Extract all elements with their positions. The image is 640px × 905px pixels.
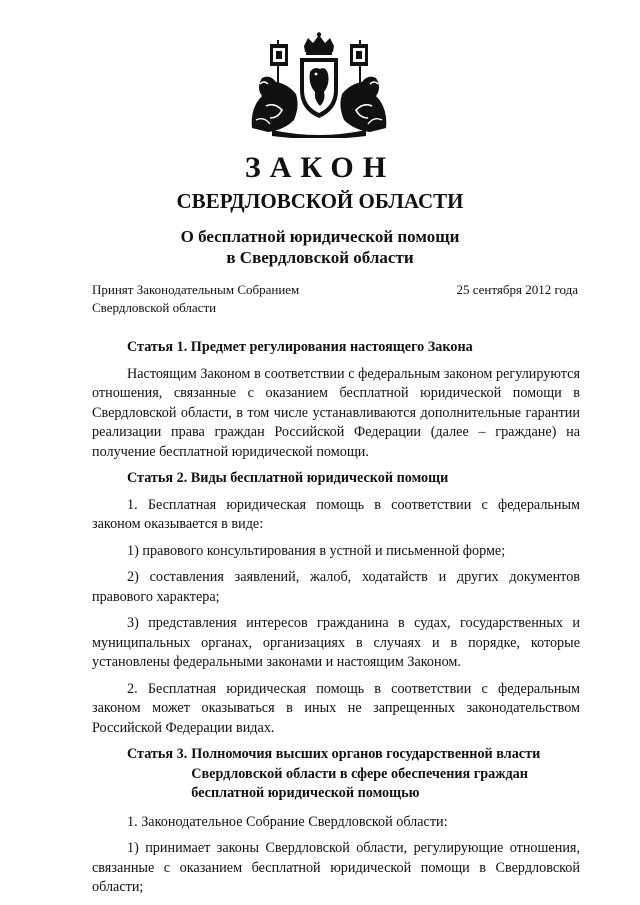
article-3-title-line3: бесплатной юридической помощью [191,785,420,801]
article-2-heading: Статья 2. Виды бесплатной юридической помощи [127,470,449,486]
coat-of-arms-emblem [248,32,390,138]
article-2-paragraph-2: 2. Бесплатная юридическая помощь в соответствии с федеральным законом может оказываться в иных не запрещенных законодательством Российской Федерации видах. [92,680,580,736]
adopted-by-line1: Принят Законодательным Собранием [92,282,300,297]
law-body [92,338,580,905]
adoption-date: 25 сентября 2012 года [456,282,578,297]
law-subject-line2: в Свердловской области [226,248,414,267]
article-1-heading: Статья 1. Предмет регулирования настоящего Закона [127,339,473,355]
article-2-item-2: 2) составления заявлений, жалоб, ходатайств и других документов правового характера; [92,569,580,605]
article-3-title-line1: Полномочия высших органов государственной власти [191,746,541,762]
article-3-title-line2: Свердловской области в сфере обеспечения граждан [191,765,528,782]
article-2-paragraph-1: 1. Бесплатная юридическая помощь в соответствии с федеральным законом оказывается в виде: [92,496,580,532]
adopted-by-line2: Свердловской области [92,300,217,315]
region-title: СВЕРДЛОВСКОЙ ОБЛАСТИ [176,189,464,213]
article-3-title [187,745,540,804]
article-2-item-3: 3) представления интересов гражданина в судах, государственных и муниципальных органах, организациях в случаях и в порядке, которые установлены федеральными законами и настоящим Законом. [92,615,580,670]
law-subject [0,226,640,268]
law-subject-line1: О бесплатной юридической помощи [180,227,460,246]
adopted-by [92,281,299,317]
article-3-item-1: 1) принимает законы Свердловской области, регулирующие отношения, связанные с оказанием бесплатной юридической помощи в Свердловской области; [92,840,580,895]
article-3-number: Статья 3. [127,746,188,762]
law-title: ЗАКОН [244,151,396,184]
article-2-item-1: 1) правового консультирования в устной и письменной форме; [127,542,506,559]
article-1-paragraph: Настоящим Законом в соответствии с федеральным законом регулируются отношения, связанные с оказанием бесплатной юридической помощи в Свердловской области, в том числе устанавливаются дополнительные гарантии реализации права граждан Российской Федерации (далее – граждане) на получение бесплатной юридической помощи. [92,365,580,460]
article-3-heading [92,745,580,804]
article-3-paragraph-1: 1. Законодательное Собрание Свердловской области: [127,813,448,830]
